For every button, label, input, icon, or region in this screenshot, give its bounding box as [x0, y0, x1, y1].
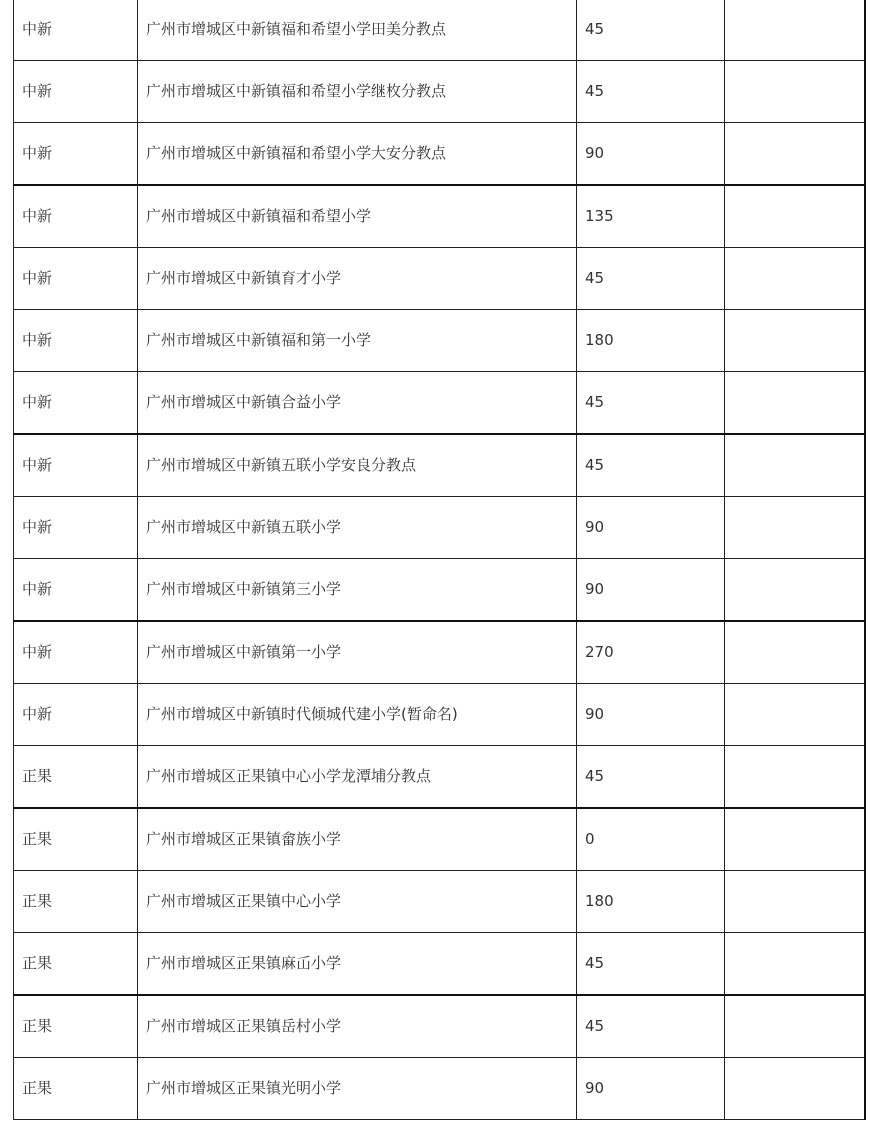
school-name-cell: 广州市增城区中新镇第一小学: [138, 621, 577, 684]
empty-cell: [725, 434, 865, 497]
table-row: [14, 497, 865, 559]
table-row: [14, 1058, 865, 1120]
town-cell: 中新: [14, 310, 138, 372]
table-row: [14, 871, 865, 933]
table-row: [14, 61, 865, 123]
town-cell: 中新: [14, 434, 138, 497]
empty-cell: [725, 871, 865, 933]
town-cell: 中新: [14, 497, 138, 559]
empty-cell: [725, 559, 865, 622]
quota-count-cell: 45: [577, 248, 725, 310]
school-name-cell: 广州市增城区中新镇福和希望小学田美分教点: [138, 0, 577, 61]
empty-cell: [725, 933, 865, 996]
school-name-cell: 广州市增城区正果镇岳村小学: [138, 995, 577, 1058]
school-name-cell: 广州市增城区中新镇福和希望小学: [138, 185, 577, 248]
town-cell: 中新: [14, 123, 138, 186]
quota-count-cell: 45: [577, 746, 725, 809]
school-name-cell: 广州市增城区正果镇麻屲小学: [138, 933, 577, 996]
quota-count-cell: 270: [577, 621, 725, 684]
empty-cell: [725, 0, 865, 61]
empty-cell: [725, 684, 865, 746]
table-row: [14, 808, 865, 871]
table-row: [14, 559, 865, 622]
empty-cell: [725, 61, 865, 123]
quota-count-cell: 45: [577, 434, 725, 497]
empty-cell: [725, 372, 865, 435]
table-row: [14, 434, 865, 497]
school-name-cell: 广州市增城区中新镇第三小学: [138, 559, 577, 622]
town-cell: 中新: [14, 684, 138, 746]
school-name-cell: 广州市增城区中新镇时代倾城代建小学(暂命名): [138, 684, 577, 746]
school-name-cell: 广州市增城区正果镇中心小学: [138, 871, 577, 933]
quota-count-cell: 180: [577, 871, 725, 933]
quota-count-cell: 90: [577, 559, 725, 622]
town-cell: 正果: [14, 871, 138, 933]
town-cell: 中新: [14, 372, 138, 435]
table-row: [14, 248, 865, 310]
quota-count-cell: 180: [577, 310, 725, 372]
school-name-cell: 广州市增城区正果镇畲族小学: [138, 808, 577, 871]
town-cell: 正果: [14, 746, 138, 809]
town-cell: 正果: [14, 808, 138, 871]
school-name-cell: 广州市增城区中新镇福和第一小学: [138, 310, 577, 372]
school-quota-table: [13, 0, 866, 1120]
town-cell: 中新: [14, 185, 138, 248]
school-name-cell: 广州市增城区中新镇五联小学安良分教点: [138, 434, 577, 497]
school-name-cell: 广州市增城区中新镇福和希望小学大安分教点: [138, 123, 577, 186]
empty-cell: [725, 1058, 865, 1120]
table-row: [14, 621, 865, 684]
empty-cell: [725, 746, 865, 809]
quota-count-cell: 0: [577, 808, 725, 871]
town-cell: 中新: [14, 0, 138, 61]
empty-cell: [725, 123, 865, 186]
table-row: [14, 123, 865, 186]
empty-cell: [725, 995, 865, 1058]
table-row: [14, 684, 865, 746]
table-row: [14, 0, 865, 61]
school-name-cell: 广州市增城区中新镇育才小学: [138, 248, 577, 310]
quota-count-cell: 45: [577, 933, 725, 996]
school-name-cell: 广州市增城区中新镇福和希望小学继枚分教点: [138, 61, 577, 123]
school-name-cell: 广州市增城区正果镇光明小学: [138, 1058, 577, 1120]
town-cell: 中新: [14, 248, 138, 310]
quota-count-cell: 45: [577, 995, 725, 1058]
quota-count-cell: 45: [577, 372, 725, 435]
empty-cell: [725, 185, 865, 248]
quota-count-cell: 90: [577, 684, 725, 746]
empty-cell: [725, 621, 865, 684]
table-row: [14, 185, 865, 248]
town-cell: 正果: [14, 995, 138, 1058]
table-row: [14, 933, 865, 996]
table-row: [14, 372, 865, 435]
quota-count-cell: 45: [577, 0, 725, 61]
quota-count-cell: 90: [577, 1058, 725, 1120]
school-name-cell: 广州市增城区中新镇合益小学: [138, 372, 577, 435]
town-cell: 中新: [14, 621, 138, 684]
empty-cell: [725, 310, 865, 372]
quota-count-cell: 45: [577, 61, 725, 123]
quota-count-cell: 90: [577, 123, 725, 186]
town-cell: 中新: [14, 559, 138, 622]
empty-cell: [725, 248, 865, 310]
table-row: [14, 995, 865, 1058]
town-cell: 中新: [14, 61, 138, 123]
table-body: [14, 0, 865, 1120]
quota-count-cell: 90: [577, 497, 725, 559]
school-quota-table-container: [13, 0, 864, 1120]
town-cell: 正果: [14, 1058, 138, 1120]
empty-cell: [725, 497, 865, 559]
empty-cell: [725, 808, 865, 871]
quota-count-cell: 135: [577, 185, 725, 248]
table-row: [14, 746, 865, 809]
school-name-cell: 广州市增城区正果镇中心小学龙潭埔分教点: [138, 746, 577, 809]
school-name-cell: 广州市增城区中新镇五联小学: [138, 497, 577, 559]
town-cell: 正果: [14, 933, 138, 996]
table-row: [14, 310, 865, 372]
